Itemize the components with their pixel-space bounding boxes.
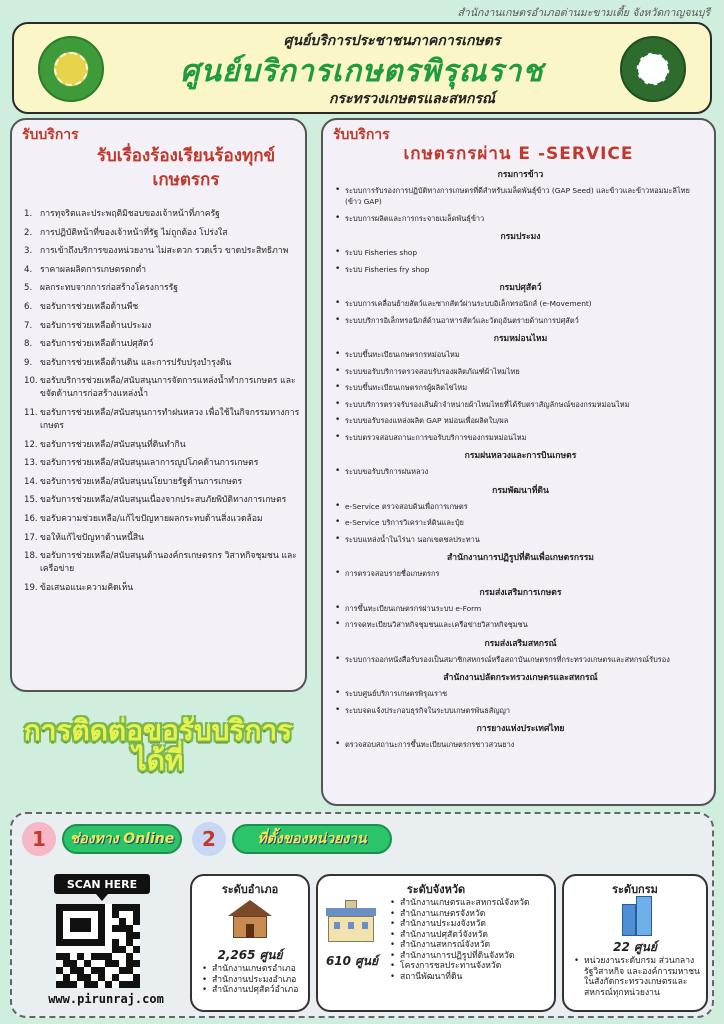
office-item: • สำนักงานประมงจังหวัด — [390, 919, 556, 930]
district-level-card — [190, 874, 310, 1012]
office-item: • สำนักงานสหกรณ์จังหวัด — [390, 940, 556, 951]
complaint-item — [24, 245, 302, 258]
office-tower-icon — [622, 896, 652, 936]
complaint-item-text: ขอรับการช่วยเหลือด้านดิน และการปรับปรุงบำรุงดิน — [40, 357, 232, 368]
complaint-item-number: 2. — [24, 227, 33, 238]
eservice-item[interactable]: • ระบบขอรับบริการฝนหลวง — [333, 466, 708, 477]
province-level-card — [316, 874, 556, 1012]
header-title: ศูนย์บริการเกษตรพิรุณราช — [180, 54, 544, 89]
channel-2-badge: 2 — [192, 822, 226, 856]
complaint-item-number: 5. — [24, 283, 33, 294]
complaint-item-text: ขอรับการช่วยเหลือ/สนับสนุนนโยบายรัฐด้านการเกษตร — [40, 476, 243, 487]
district-level-title: ระดับอำเภอ — [221, 883, 279, 896]
department-services — [333, 568, 708, 579]
eservice-item[interactable]: • ระบบการออกหนังสือรับรองเป็นสมาชิกสหกรณ์หรือสถาบันเกษตรกรที่กระทรวงเกษตรและสหกรณ์รับรอง — [333, 654, 708, 665]
department-list — [333, 164, 708, 756]
office-item: • สำนักงานประมงอำเภอ — [202, 975, 308, 986]
department-name: กรมการข้าว — [497, 170, 544, 180]
department-name: กรมส่งเสริมสหกรณ์ — [484, 638, 557, 649]
eservice-item[interactable]: • ระบบแหล่งน้ำในไร่นา นอกเขตชลประทาน — [333, 534, 708, 545]
complaint-item — [24, 494, 302, 507]
complaint-item — [24, 338, 302, 351]
department-services — [333, 298, 708, 326]
eservice-item[interactable]: • e-Service บริการวิเคราะห์ดินและปุ๋ย — [333, 517, 708, 528]
department-name: กรมฝนหลวงและการบินเกษตร — [464, 451, 577, 461]
department-name: กรมหม่อนไหม — [493, 334, 548, 344]
complaint-item-number: 17. — [24, 532, 38, 543]
complaint-item-number: 16. — [24, 513, 38, 524]
eservice-item[interactable]: • การตรวจสอบรายชื่อเกษตรกร — [333, 568, 708, 579]
department-services — [333, 501, 708, 545]
website-link[interactable]: www.pirunraj.com — [48, 992, 164, 1006]
department-name: สำนักงานปลัดกระทรวงเกษตรและสหกรณ์ — [443, 673, 598, 683]
complaint-list — [24, 208, 302, 600]
complaint-item-text: ขอรับความช่วยเหลือ/แก้ไขปัญหายผลกระทบด้านสิ่งแวดล้อม — [40, 513, 263, 524]
building-icon — [326, 900, 376, 944]
department-level-card — [562, 874, 708, 1012]
office-item: • สำนักงานปศุสัตว์จังหวัด — [390, 930, 556, 941]
contact-heading-line1: การติดต่อขอรับบริการ — [23, 714, 293, 747]
complaint-item-text: ขอรับการช่วยเหลือด้านพืช — [40, 301, 139, 312]
eservice-item[interactable]: • ระบบ Fisheries shop — [333, 247, 708, 258]
complaint-item — [24, 320, 302, 333]
office-item: • หน่วยงานระดับกรม ส่วนกลาง รัฐวิสาหกิจ และองค์การมหาชนในสังกัดกระทรวงเกษตรและสหกรณ์ทุกหน่วยงาน — [574, 956, 704, 998]
complaint-item-number: 8. — [24, 339, 33, 350]
eservice-item[interactable]: • ระบบการรับรองการปฏิบัติทางการเกษตรที่ดีสำหรับเมล็ดพันธุ์ข้าว (GAP Seed) และข้าวและข้าวหอมมะลิไทย (ข้าว GAP) — [333, 185, 708, 207]
complaint-item-text: ราคาผลผลิตการเกษตรตกต่ำ — [40, 264, 147, 275]
department-name: กรมพัฒนาที่ดิน — [492, 485, 549, 496]
department-count: 22 ศูนย์ — [613, 940, 657, 954]
header-subtitle-top: ศูนย์บริการประชาชนภาคการเกษตร — [283, 33, 501, 49]
complaint-item — [24, 532, 302, 545]
department-name: สำนักงานการปฏิรูปที่ดินเพื่อเกษตรกรรม — [447, 553, 594, 563]
complaint-item — [24, 264, 302, 277]
complaint-item-text: ขอให้แก้ไขปัญหาด้านหนี้สิน — [40, 532, 145, 543]
eservice-panel — [321, 118, 716, 806]
complaint-item — [24, 582, 302, 595]
department-services — [333, 466, 708, 477]
office-item: • สถานีพัฒนาที่ดิน — [390, 972, 556, 983]
header-subtitle-bottom: กระทรวงเกษตรและสหกรณ์ — [329, 91, 495, 107]
complaint-item-number: 10. — [24, 376, 38, 387]
complaint-item-number: 1. — [24, 209, 33, 219]
complaint-item — [24, 282, 302, 295]
complaint-item — [24, 375, 302, 401]
complaint-item-number: 6. — [24, 301, 33, 312]
office-item: • โครงการชลประทานจังหวัด — [390, 961, 556, 972]
complaint-item-number: 9. — [24, 357, 33, 368]
eservice-tag: รับบริการ — [333, 127, 390, 143]
complaint-item-text: ขอรับบริการช่วยเหลือ/สนับสนุนการจัดการแหล่งน้ำทำการเกษตร และขจัดด้านการก่อสร้างแหล่งน้ำ — [40, 376, 296, 400]
department-services — [333, 654, 708, 665]
complaint-item — [24, 227, 302, 240]
contact-heading-line2: ได้ที่ — [132, 744, 184, 777]
complaint-item-text: การปฏิบัติหน้าที่ของเจ้าหน้าที่รัฐ ไม่ถูกต้อง โปร่งใส — [40, 227, 228, 238]
complaint-item-number: 3. — [24, 246, 33, 257]
header-banner — [12, 22, 712, 114]
district-office-list — [202, 964, 308, 996]
eservice-item[interactable]: • ระบบขึ้นทะเบียนเกษตรกรหม่อนไหม — [333, 349, 708, 360]
complaints-title-line2: เกษตรกร — [152, 170, 220, 190]
complaint-item-number: 11. — [24, 407, 38, 418]
department-services — [333, 247, 708, 275]
complaint-item — [24, 301, 302, 314]
complaint-item-text: ขอรับการช่วยเหลือ/สนับสนุนการทำฝนหลวง เพื่อใช้ในกิจกรรมทางการเกษตร — [40, 407, 300, 431]
complaint-item — [24, 357, 302, 370]
district-count: 2,265 ศูนย์ — [217, 948, 283, 962]
department-services — [333, 739, 708, 750]
complaint-item — [24, 407, 302, 433]
department-level-title: ระดับกรม — [612, 883, 658, 896]
complaints-title-line1: รับเรื่องร้องเรียนร้องทุกข์ — [96, 146, 276, 166]
complaint-item-text: ขอรับการช่วยเหลือ/สนับสนุนที่ดินทำกิน — [40, 439, 186, 450]
house-icon — [228, 900, 272, 938]
eservice-item[interactable]: • ระบบบริการตรวจรับรองเส้นผ้าจำหน่ายผ้าไหมไทยที่ได้รับตราสัญลักษณ์ของกรมหม่อนไหม — [333, 399, 708, 410]
province-level-title: ระดับจังหวัด — [406, 883, 466, 896]
contact-heading — [12, 716, 304, 776]
complaint-item — [24, 513, 302, 526]
eservice-item[interactable]: • การขึ้นทะเบียนเกษตรกรผ่านระบบ e-Form — [333, 603, 708, 614]
eservice-item[interactable]: • ระบบขอรับบริการตรวจสอบรับรองผลิตภัณฑ์ผ้าไหมไทย — [333, 366, 708, 377]
complaint-item-number: 14. — [24, 476, 38, 487]
eservice-item[interactable]: • ระบบบริการอิเล็กทรอนิกส์ด้านอาหารสัตว์และวัตถุอันตรายด้านการปศุสัตว์ — [333, 315, 708, 326]
complaint-item-number: 18. — [24, 551, 38, 562]
department-services — [333, 688, 708, 716]
complaint-item-text: ขอรับการช่วยเหลือ/สนับสนุนเลาการญูปโภคด้านการเกษตร — [40, 458, 259, 469]
office-item: • สำนักงานเกษตรและสหกรณ์จังหวัด — [390, 898, 556, 909]
eservice-item[interactable]: • ระบบขอรับรองแหล่งผลิต GAP หม่อนเพื่อผลิตใบ/ผล — [333, 415, 708, 426]
province-office-list — [390, 898, 556, 982]
department-name: การยางแห่งประเทศไทย — [476, 724, 565, 734]
department-name: กรมส่งเสริมการเกษตร — [479, 587, 562, 598]
scan-here-label: SCAN HERE — [54, 874, 150, 894]
complaint-item-number: 12. — [24, 439, 38, 450]
location-channel-label: ที่ตั้งของหน่วยงาน — [232, 824, 392, 854]
eservice-item[interactable]: • ระบบตรวจสอบสถานะการขอรับบริการของกรมหม่อนไหม — [333, 432, 708, 443]
complaint-item-text: ขอรับการช่วยเหลือ/สนับสนุนเนื่องจากประสบภัยพิบัติทางการเกษตร — [40, 495, 287, 506]
department-name: กรมประมง — [500, 232, 541, 242]
office-item: • สำนักงานปศุสัตว์อำเภอ — [202, 985, 308, 996]
complaint-item-number: 13. — [24, 458, 38, 469]
complaint-item-text: ข้อเสนอแนะความคิดเห็น — [40, 582, 134, 593]
complaint-item-number: 4. — [24, 264, 33, 275]
eservice-item[interactable]: • การจดทะเบียนวิสาหกิจชุมชนและเครือข่ายวิสาหกิจชุมชน — [333, 619, 708, 630]
eservice-item[interactable]: • ระบบการเคลื่อนย้ายสัตว์และซากสัตว์ผ่านระบบอิเล็กทรอนิกส์ (e-Movement) — [333, 298, 708, 309]
department-services — [333, 603, 708, 631]
complaint-item-number: 15. — [24, 495, 38, 506]
eservice-item[interactable]: • ระบบขึ้นทะเบียนเกษตรกรผู้ผลิตไข่ไหม — [333, 382, 708, 393]
province-count: 610 ศูนย์ — [325, 954, 379, 968]
complaint-item — [24, 439, 302, 452]
eservice-title: เกษตรกรผ่าน E -SERVICE — [403, 144, 634, 164]
qr-code[interactable] — [56, 904, 140, 988]
complaint-item-text: การทุจริตและประพฤติมิชอบของเจ้าหน้าที่ภาครัฐ — [40, 209, 220, 219]
complaint-item-text: ขอรับการช่วยเหลือด้านประมง — [40, 320, 152, 331]
complaint-item — [24, 550, 302, 576]
online-channel-label: ช่องทาง Online — [62, 824, 182, 854]
eservice-item[interactable]: • ระบบจดแจ้งประกอบธุรกิจในระบบเกษตรพันธสัญญา — [333, 705, 708, 716]
complaints-title — [68, 144, 304, 192]
office-item: • สำนักงานเกษตรอำเภอ — [202, 964, 308, 975]
complaint-item-text: ขอรับการช่วยเหลือ/สนับสนุนด้านองค์กรเกษตรกร วิสาหกิจชุมชน และเครือข่าย — [40, 551, 297, 575]
complaints-tag: รับบริการ — [22, 127, 79, 143]
complaint-item — [24, 457, 302, 470]
channel-1-badge: 1 — [22, 822, 56, 856]
complaint-item-text: ผลกระทบจากการก่อสร้างโครงการรัฐ — [40, 283, 178, 294]
eservice-item[interactable]: • ระบบศูนย์บริการเกษตรพิรุณราช — [333, 688, 708, 699]
complaints-panel — [10, 118, 307, 692]
eservice-item[interactable]: • ระบบการผลิตและการกระจายเมล็ดพันธุ์ข้าว — [333, 213, 708, 224]
eservice-item[interactable]: • e-Service ตรวจสอบดินเพื่อการเกษตร — [333, 501, 708, 512]
department-office-list — [574, 956, 704, 998]
department-name: กรมปศุสัตว์ — [499, 283, 542, 293]
department-services — [333, 185, 708, 224]
department-services — [333, 349, 708, 443]
office-item: • สำนักงานการปฏิรูปที่ดินจังหวัด — [390, 951, 556, 962]
office-name: สำนักงานเกษตรอำเภอด่านมะขามเตี้ย จังหวัดกาญจนบุรี — [457, 7, 710, 19]
complaint-item — [24, 208, 302, 221]
eservice-item[interactable]: • ตรวจสอบสถานะการขึ้นทะเบียนเกษตรกรชาวสวนยาง — [333, 739, 708, 750]
complaint-item-number: 19. — [24, 582, 38, 593]
complaint-item-text: ขอรับการช่วยเหลือด้านปศุสัตว์ — [40, 339, 154, 350]
complaint-item — [24, 476, 302, 489]
eservice-item[interactable]: • ระบบ Fisheries fry shop — [333, 264, 708, 275]
complaint-item-text: การเข้าถึงบริการของหน่วยงาน ไม่สะดวก รวดเร็ว ขาดประสิทธิภาพ — [40, 246, 289, 257]
contact-channels — [10, 812, 714, 1018]
office-item: • สำนักงานเกษตรจังหวัด — [390, 909, 556, 920]
complaint-item-number: 7. — [24, 320, 33, 331]
